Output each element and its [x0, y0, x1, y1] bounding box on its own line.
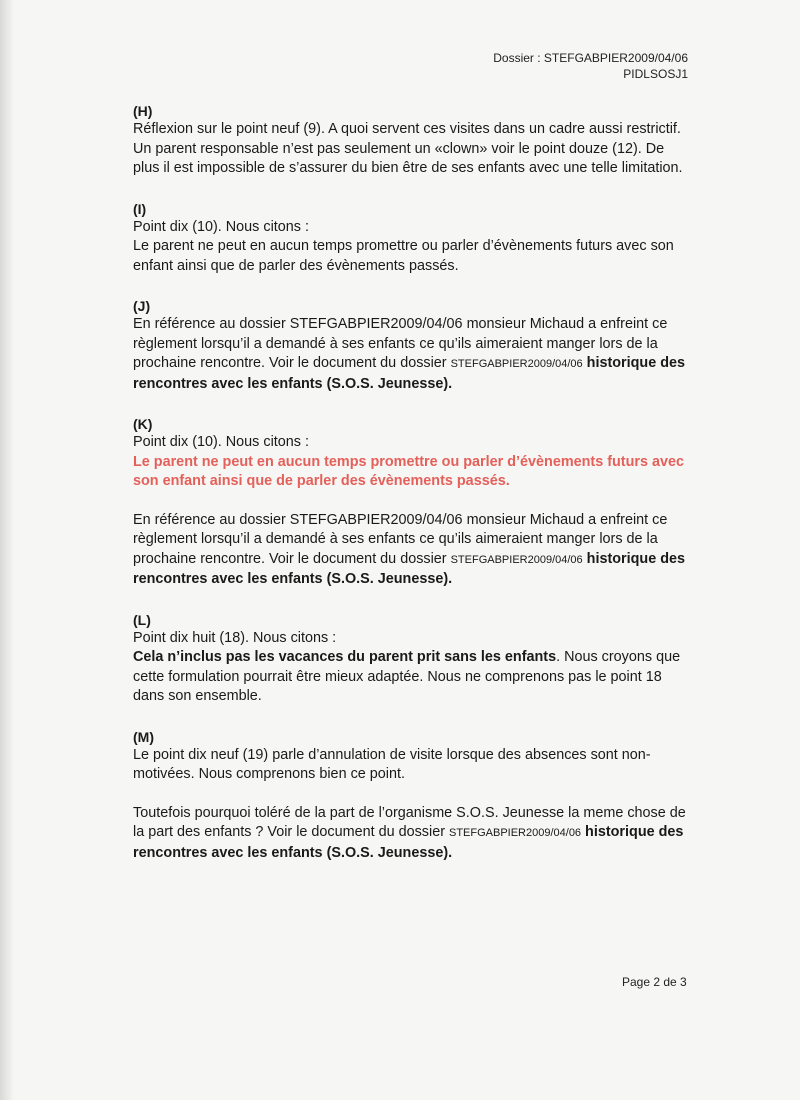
section-label: (J): [133, 298, 151, 314]
dossier-small: STEFGABPIER2009/04/06: [450, 358, 583, 370]
section-k: [133, 416, 693, 590]
section-j: [133, 298, 693, 394]
section-label: (M): [133, 728, 154, 745]
section-quote: Le parent ne peut en aucun temps promettre ou parler d’évènements futurs avec son enfant ainsi que de parler des évènements passés.: [133, 238, 674, 274]
section-label: (K): [133, 416, 153, 432]
section-quote: Cela n’inclus pas les vacances du parent prit sans les enfants: [133, 649, 557, 665]
section-text-2: [133, 804, 693, 864]
dossier-reference: Dossier : STEFGABPIER2009/04/06: [493, 51, 688, 65]
section-label: (H): [133, 103, 153, 119]
section-label: (L): [133, 611, 151, 628]
dossier-small: STEFGABPIER2009/04/06: [450, 553, 583, 566]
page-number: Page 2 de 3: [622, 975, 687, 989]
section-intro: Point dix huit (18). Nous citons :: [133, 629, 337, 646]
section-text: [133, 511, 693, 590]
section-text: [133, 315, 693, 394]
section-h: [133, 103, 693, 179]
section-intro: Point dix (10). Nous citons :: [133, 434, 309, 450]
section-intro: Point dix (10). Nous citons :: [133, 218, 309, 235]
document-body: [133, 103, 693, 863]
section-m: [133, 729, 693, 864]
document-title: historique des rencontres avec les enfants (S.O.S. Jeunesse).: [133, 824, 684, 861]
body-text: En référence au dossier STEFGABPIER2009/04/06 monsieur Michaud a enfreint ce règlement lorsqu’il a demandé à ses enfants ce qu’ils aimeraient manger lors de la prochaine rencontre. Voir le document du dossier: [133, 316, 668, 371]
body-text: En référence au dossier STEFGABPIER2009/04/06 monsieur Michaud a enfreint ce règlement lorsqu’il a demandé à ses enfants ce qu’ils aimeraient manger lors de la prochaine rencontre. Voir le document du dossier: [133, 511, 668, 567]
section-i: [133, 201, 693, 277]
page-header: [493, 50, 688, 82]
document-code: PIDLSOSJ1: [623, 67, 688, 81]
section-quote-highlighted: Le parent ne peut en aucun temps promettre ou parler d’évènements futurs avec son enfant ainsi que de parler des évènements passés.: [133, 453, 684, 489]
section-l: [133, 612, 693, 707]
section-label: (I): [133, 200, 147, 217]
body-text: Toutefois pourquoi toléré de la part de l’organisme S.O.S. Jeunesse la meme chose de la part des enfants ? Voir le document du dossier: [133, 804, 686, 840]
section-text: Le point dix neuf (19) parle d’annulation de visite lorsque des absences sont non-motivées. Nous comprenons bien ce point.: [133, 746, 651, 782]
body-text: . Nous croyons que cette formulation pourrait être mieux adaptée. Nous ne comprenons pas le point 18 dans son ensemble.: [133, 649, 681, 704]
section-text: [133, 648, 693, 707]
document-title: historique des rencontres avec les enfants (S.O.S. Jeunesse).: [133, 355, 686, 392]
dossier-small: STEFGABPIER2009/04/06: [448, 827, 582, 839]
section-text: Réflexion sur le point neuf (9). A quoi servent ces visites dans un cadre aussi restrictif. Un parent responsable n’est pas seulement un «clown» voir le point douze (12). De plus il est impossible de s’assurer du bien être de ses enfants avec une telle limitation.: [133, 121, 683, 176]
document-title: historique des rencontres avec les enfants (S.O.S. Jeunesse).: [133, 550, 686, 587]
scan-edge-shadow: [0, 0, 14, 1100]
